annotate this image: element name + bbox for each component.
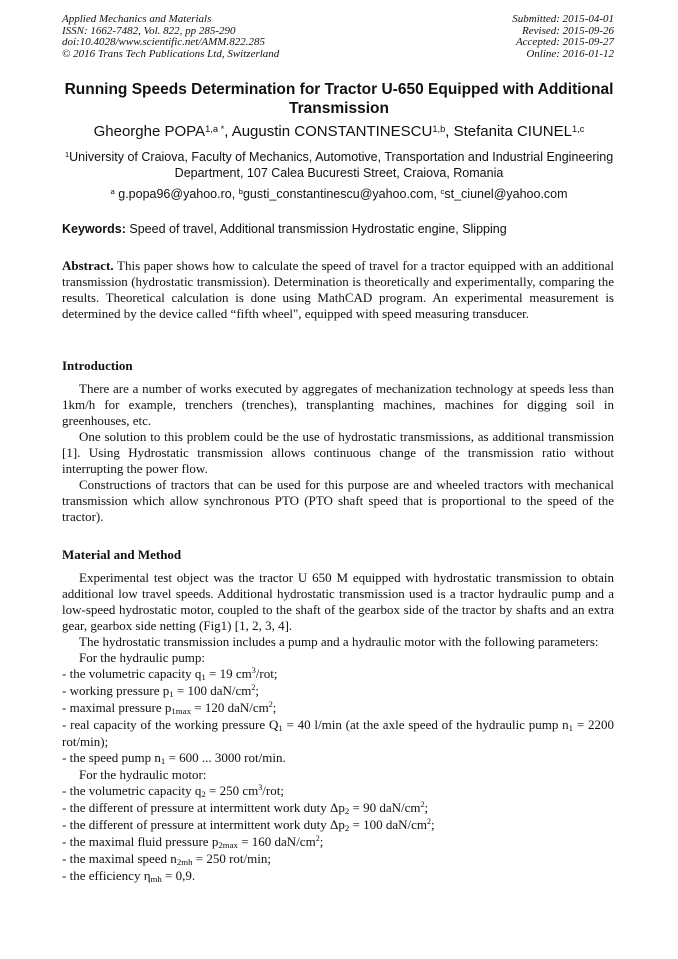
item-text: ; [431,817,435,832]
list-item [62,666,614,683]
accepted-date: Accepted: 2015-09-27 [515,36,614,49]
list-item [62,868,614,885]
item-text: - the different of pressure at intermittent work duty Δp [62,800,345,815]
journal-info [62,14,279,60]
item-text: = 40 l/min (at the axle speed of the hydraulic pump n [282,717,569,732]
revised-date: Revised: 2015-09-26 [522,24,614,37]
item-text: = 100 daN/cm [349,817,428,832]
item-text: = 250 rot/min; [192,851,271,866]
item-text: - the speed pump n [62,750,161,765]
item-text: /rot; [255,666,278,681]
section-heading-method: Material and Method [62,547,182,562]
section-heading-introduction: Introduction [62,358,133,373]
list-item [62,834,614,851]
keywords-label: Keywords: [62,222,126,236]
paragraph: Experimental test object was the tractor U 650 M equipped with hydrostatic transmission to obtain additional low travel speeds. Additional hydrostatic transmission used is a tractor hydraulic pump and a low-speed hydrostatic motor, coupled to the shaft of the gearbox side of the tractor by shafts and an extra gear, gearbox side netting (Fig1) [1, 2, 3, 4]. [62,570,614,633]
item-sub: 2 [201,789,206,800]
online-date: Online: 2016-01-12 [526,47,614,60]
item-text: - the volumetric capacity q [62,666,202,681]
item-text: ; [272,700,277,715]
paragraph: The hydrostatic transmission includes a pump and a hydraulic motor with the following parameters: [79,634,599,649]
list-heading-pump: For the hydraulic pump: [79,650,206,665]
item-text: = 90 daN/cm [349,800,421,815]
paragraph: Constructions of tractors that can be used for this purpose are and wheeled tractors with mechanical transmission which allow synchronous PTO (PTO shaft speed that is proportional to the speed of the tractor). [62,477,614,524]
affil-mark: 1 [64,150,70,160]
list-heading-motor: For the hydraulic motor: [79,767,207,782]
keywords-text: Speed of travel, Additional transmission Hydrostatic engine, Slipping [125,222,507,236]
email-link[interactable]: st_ciunel@yahoo.com [444,187,568,201]
paragraph: One solution to this problem could be the use of hydrostatic transmissions, as additional transmission [1]. Using Hydrostatic transmission allows continuous change of the transmission ratio without interrupting the power flow. [62,429,614,476]
paragraph: There are a number of works executed by aggregates of mechanization technology at speeds less than 1km/h for example, trenchers (trenches), transplanting machines, machines for digging soil in greenhouses, etc. [62,381,614,428]
author-affil-mark: 1,a * [205,123,225,134]
author-name: Gheorghe POPA [93,123,206,140]
item-sup: 3 [258,783,263,793]
copyright: © 2016 Trans Tech Publications Ltd, Switzerland [62,47,280,60]
item-text: - the volumetric capacity q [62,783,202,798]
email-list [40,187,638,202]
item-sub: 2 [344,806,350,817]
item-text: ; [424,800,429,815]
email-mark: b [238,187,243,197]
list-item [62,817,614,834]
email-mark: a [110,187,115,197]
email-link[interactable]: gusti_constantinescu@yahoo.com, [242,187,441,201]
item-sup: 2 [251,683,256,693]
item-text: /rot; [262,783,284,798]
item-sub: 1 [169,689,174,700]
issn: ISSN: 1662-7482, Vol. 822, pp 285-290 [62,24,236,37]
list-item [62,717,614,750]
list-item [62,700,614,717]
submitted-date: Submitted: 2015-04-01 [512,13,614,25]
abstract [62,258,614,322]
item-text: = 19 cm [205,666,252,681]
item-text: - the maximal speed n [62,851,177,866]
item-text: - real capacity of the working pressure Q [62,717,279,732]
abstract-label: Abstract. [62,258,114,273]
list-item [62,750,614,767]
list-item [62,851,614,868]
item-text: - the different of pressure at intermittent work duty Δp [62,817,345,832]
doi: doi:10.4028/www.scientific.net/AMM.822.285 [62,36,265,49]
list-item [62,800,614,817]
item-text: = 160 daN/cm [237,834,316,849]
item-sub: 1 [278,723,283,734]
item-sup: 2 [427,817,432,827]
item-text: - the maximal fluid pressure p [62,834,219,849]
item-text: = 250 cm [205,783,259,798]
item-text: - the efficiency η [62,868,151,883]
item-sub: 1 [201,672,206,683]
author-affil-mark: 1,c [571,123,585,134]
dates-info [512,14,614,60]
author-affil-mark: 1,b [432,123,446,134]
affil-text: University of Craiova, Faculty of Mechanics, Automotive, Transportation and Industrial Engineering Department, 107 Calea Bucuresti Street, Craiova, Romania [69,150,614,180]
item-sub: mh [150,874,162,885]
list-item [62,783,614,800]
item-text: = 100 daN/cm [173,683,252,698]
list-item [62,683,614,700]
item-sub: 1 [568,723,574,734]
item-sup: 2 [420,800,425,810]
author-name: , Augustin CONSTANTINESCU [224,123,433,140]
affiliation [60,150,618,181]
item-sup: 2 [315,834,320,844]
author-list [20,123,658,141]
item-text: = 600 ... 3000 rot/min. [165,750,286,765]
email-mark: c [440,187,445,197]
item-sup: 2 [268,700,273,710]
item-sub: 2max [218,840,238,851]
journal-name: Applied Mechanics and Materials [62,13,212,25]
item-text: - maximal pressure p [62,700,172,715]
email-link[interactable]: g.popa96@yahoo.ro, [114,187,239,201]
item-sub: 2 [344,823,350,834]
item-text: = 120 daN/cm [191,700,269,715]
item-text: ; [255,683,260,698]
item-sub: 1max [171,706,192,717]
method-body [62,570,614,885]
keywords [62,222,614,237]
item-text: = 0,9. [161,868,196,883]
author-name: , Stefanita CIUNEL [445,123,572,140]
item-text: - working pressure p [62,683,170,698]
item-sub: 2mh [176,857,193,868]
item-sup: 3 [251,666,256,676]
abstract-text: This paper shows how to calculate the speed of travel for a tractor equipped with an additional transmission (hydrostatic transmission). Determination is theoretically and experimentally, comparing the results. Theoretical calculation is done using MathCAD program. An experimental measurement is determined by the device called “fifth wheel", equipped with speed measuring transducer. [62,258,614,321]
introduction-body [62,381,614,525]
item-text: = 2200 rot/min); [62,717,614,749]
paper-title: Running Speeds Determination for Tractor U-650 Equipped with Additional Transmission [64,81,614,117]
item-sub: 1 [160,756,166,767]
item-text: ; [319,834,324,849]
